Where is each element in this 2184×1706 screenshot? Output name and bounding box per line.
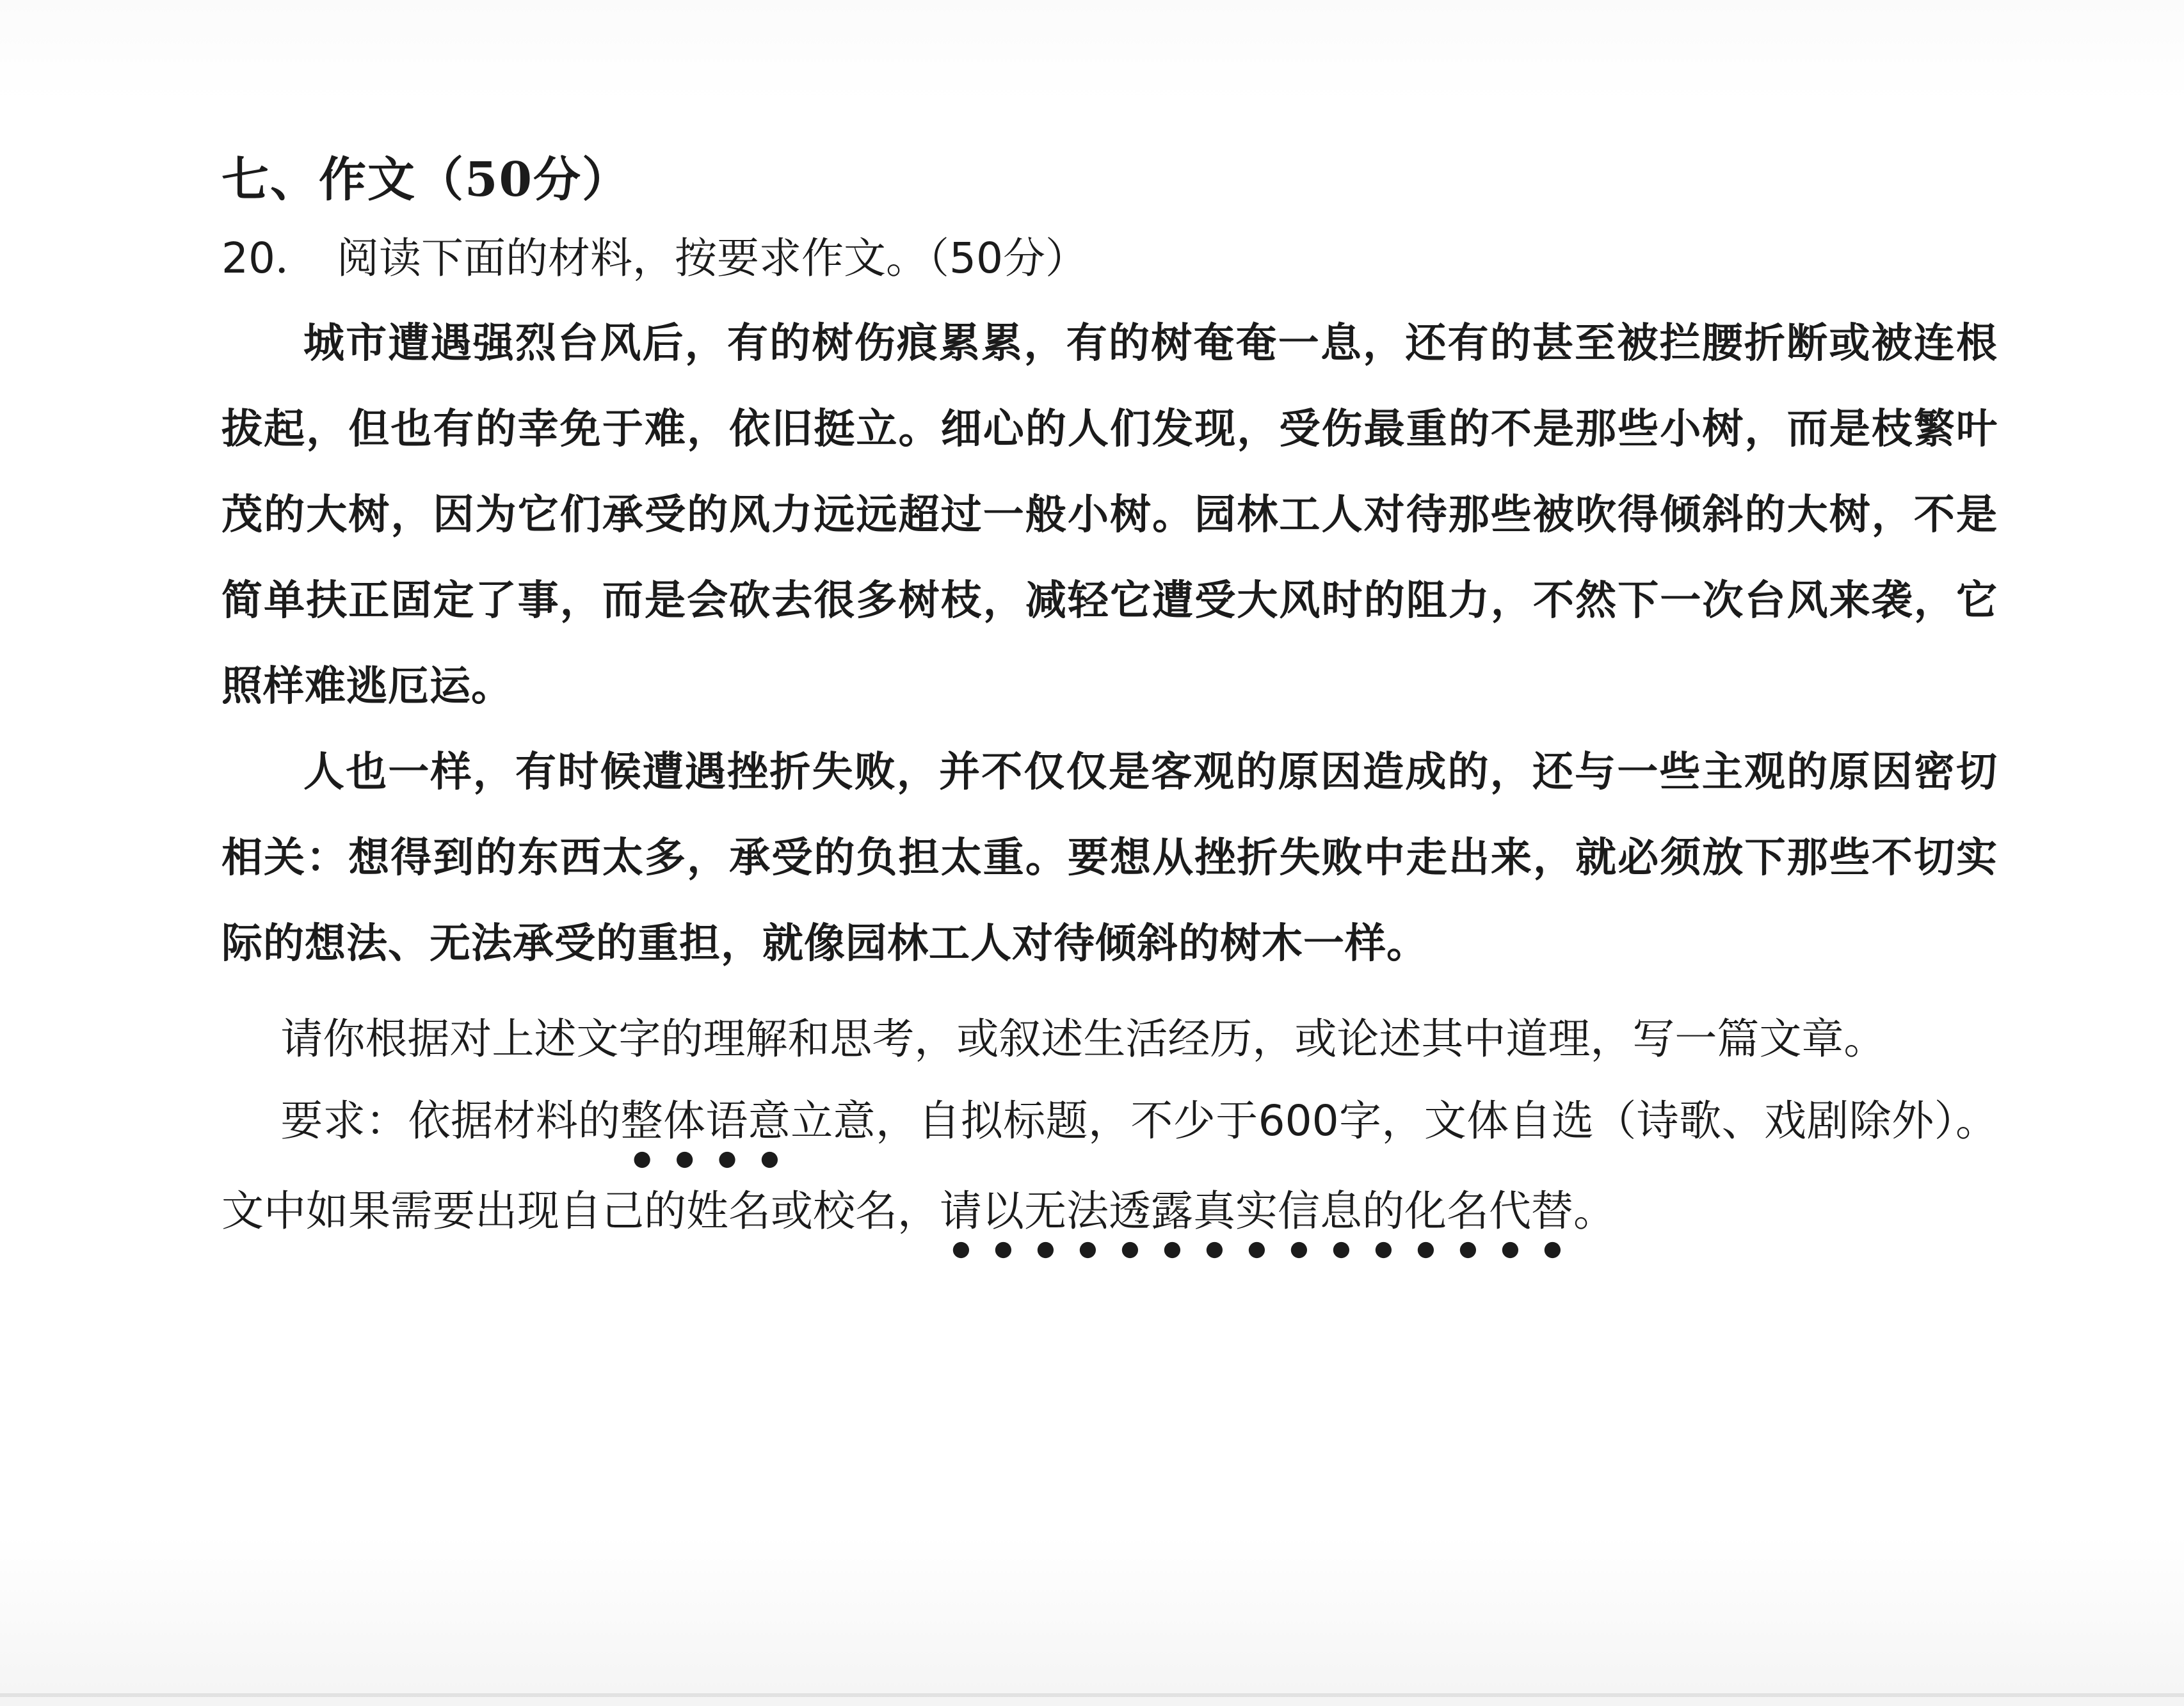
question-number: 20．	[221, 234, 317, 283]
scan-edge-divider	[0, 1693, 2184, 1697]
requirement-prefix: 要求：依据材料的	[280, 1096, 621, 1145]
writing-instructions	[221, 998, 1998, 1261]
section-title: 七、作文（50分）	[221, 152, 630, 207]
writing-task: 请你根据对上述文字的理解和思考，或叙述生活经历，或论述其中道理，写一篇文章。	[280, 1014, 1886, 1064]
emphasis-pseudonym: 请以无法透露真实信息的化名代替	[940, 1186, 1573, 1236]
material-paragraph-1: 城市遭遇强烈台风后，有的树伤痕累累，有的树奄奄一息，还有的甚至被拦腰折断或被连根拔起，但也有的幸免于难，依旧挺立。细心的人们发现，受伤最重的不是那些小树，而是枝繁叶茂的大树，因为它们承受的风力远远超过一般小树。园林工人对待那些被吹得倾斜的大树，不是简单扶正固定了事，而是会砍去很多树枝，减轻它遭受大风时的阻力，不然下一次台风来袭，它照样难逃厄运。	[221, 319, 1998, 710]
emphasis-overall-meaning: 整体语意	[620, 1096, 791, 1145]
requirement-middle: 立意，自拟标题，不少于600字，文体自选（诗歌、戏剧除外）。文中如果需要出现自己的姓名或校名，	[221, 1096, 1998, 1236]
material-paragraph-2: 人也一样，有时候遭遇挫折失败，并不仅仅是客观的原因造成的，还与一些主观的原因密切相关：想得到的东西太多，承受的负担太重。要想从挫折失败中走出来，就必须放下那些不切实际的想法、无法承受的重担，就像园林工人对待倾斜的树木一样。	[221, 748, 1998, 968]
question-stem-line	[221, 227, 1088, 291]
reading-material	[221, 301, 1998, 987]
question-stem: 阅读下面的材料，按要求作文。（50分）	[336, 234, 1088, 283]
requirement-end: 。	[1573, 1186, 1616, 1236]
writing-requirements	[221, 1080, 1998, 1261]
